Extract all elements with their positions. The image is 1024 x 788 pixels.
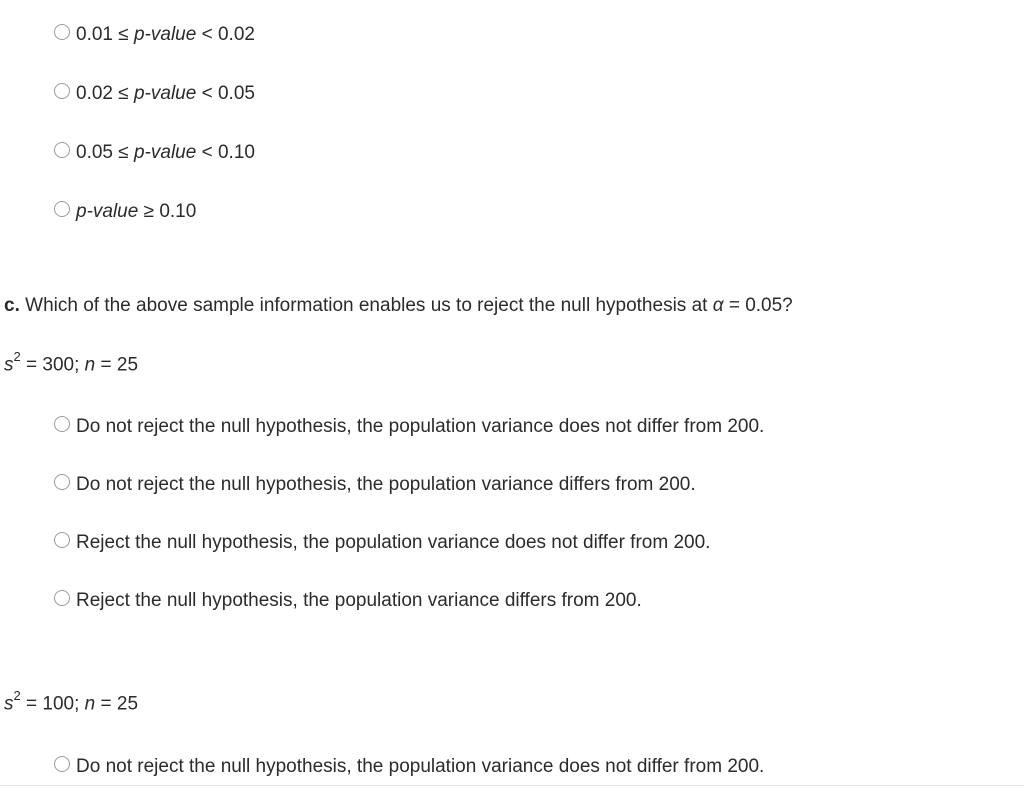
alpha-symbol: α	[712, 295, 724, 316]
radio-button[interactable]	[54, 756, 70, 772]
sample-1-option-4[interactable]	[54, 590, 642, 612]
option-label: Do not reject the null hypothesis, the population variance differs from 200.	[76, 474, 696, 495]
alpha-value: = 0.05?	[723, 295, 793, 316]
option-label: Reject the null hypothesis, the population variance differs from 200.	[76, 590, 642, 611]
pvalue-option-label: 0.01 ≤ p-value < 0.02	[76, 24, 255, 45]
question-prefix: c.	[4, 295, 20, 316]
radio-button[interactable]	[54, 24, 70, 40]
pvalue-option-3[interactable]	[54, 142, 255, 164]
radio-button[interactable]	[54, 590, 70, 606]
radio-button[interactable]	[54, 83, 70, 99]
sample-1-option-1[interactable]	[54, 416, 764, 438]
pvalue-option-label: p-value ≥ 0.10	[76, 201, 197, 222]
radio-button[interactable]	[54, 474, 70, 490]
pvalue-option-2[interactable]	[54, 83, 255, 105]
radio-button[interactable]	[54, 416, 70, 432]
option-label: Do not reject the null hypothesis, the population variance does not differ from 200.	[76, 756, 765, 777]
option-label: Do not reject the null hypothesis, the population variance does not differ from 200.	[76, 416, 765, 437]
pvalue-option-1[interactable]	[54, 24, 255, 46]
pvalue-option-4[interactable]	[54, 201, 196, 223]
question-text: Which of the above sample information enables us to reject the null hypothesis at	[19, 295, 713, 316]
radio-button[interactable]	[54, 201, 70, 217]
sample-2-label: $s^2 = 100$; n = 25	[4, 688, 139, 715]
radio-button[interactable]	[54, 142, 70, 158]
radio-button[interactable]	[54, 532, 70, 548]
pvalue-option-label: 0.02 ≤ p-value < 0.05	[76, 83, 255, 104]
sample-1-option-3[interactable]	[54, 532, 710, 554]
sample-2-option-1[interactable]	[54, 756, 764, 778]
sample-1-option-2[interactable]	[54, 474, 696, 496]
pvalue-option-label: 0.05 ≤ p-value < 0.10	[76, 142, 255, 163]
divider	[0, 785, 1024, 786]
option-label: Reject the null hypothesis, the population variance does not differ from 200.	[76, 532, 711, 553]
sample-1-label: $s^2 = 300$; n = 25	[4, 349, 139, 376]
question-c	[4, 294, 793, 318]
